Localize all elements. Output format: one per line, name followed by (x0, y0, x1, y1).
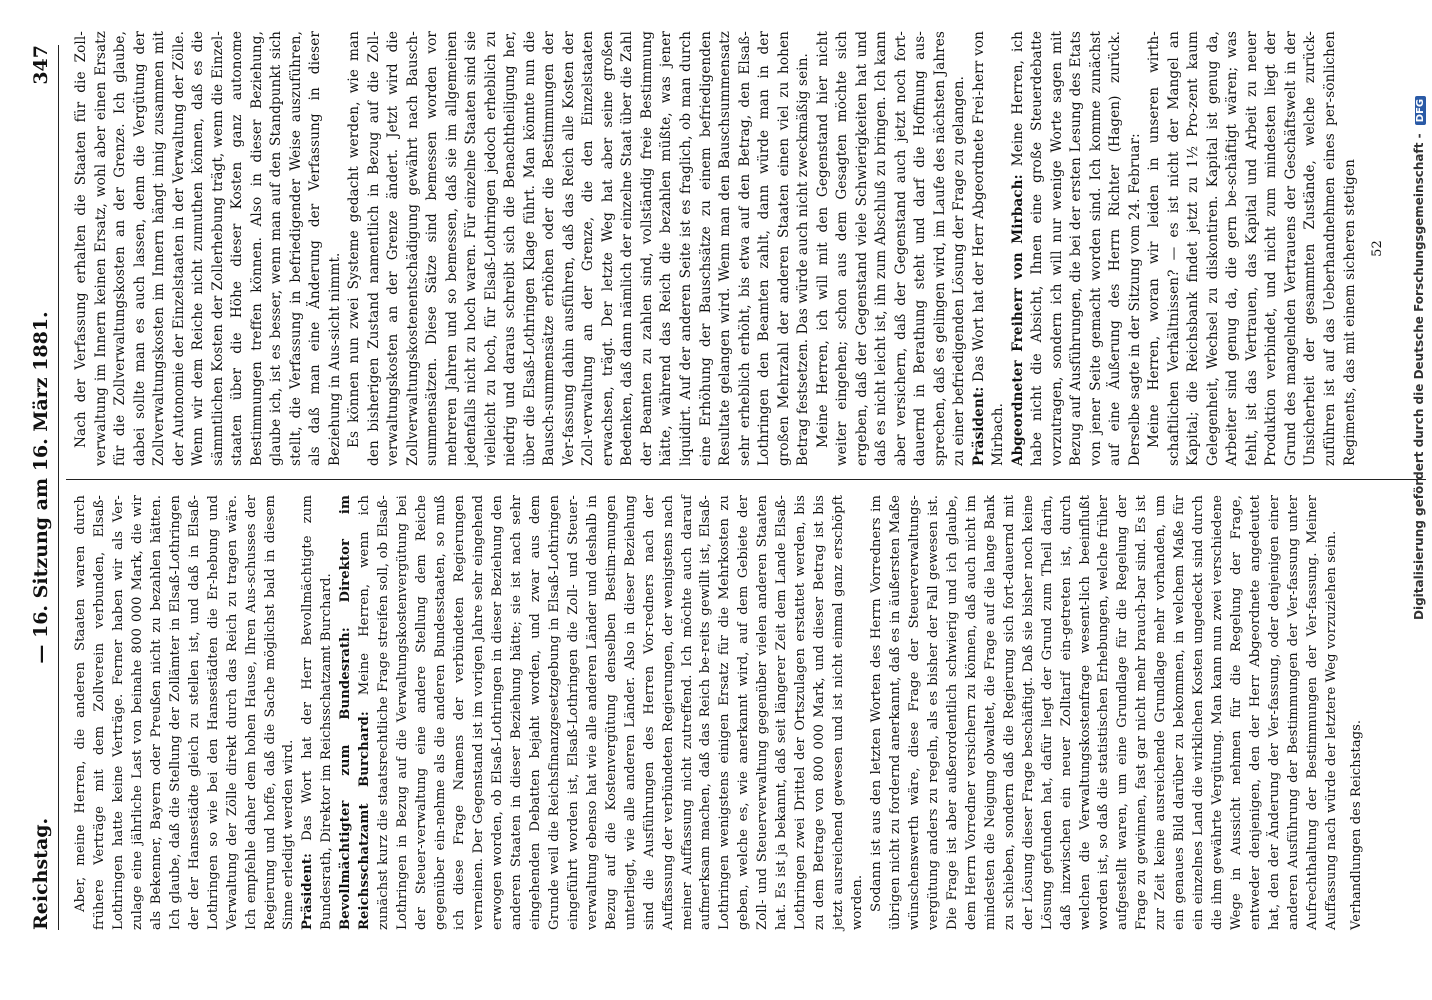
dfg-logo-icon: DFG (1415, 96, 1426, 125)
sheet-mark: 52 (1370, 240, 1386, 257)
header-title: — 16. Sitzung am 16. März 1881. (30, 311, 52, 664)
speech-text: Das Wort hat der Herr Abgeordnete Frei-herr von Mirbach. (970, 31, 1007, 466)
speaker-name: Abgeordneter Freiherr von Mirbach: (1009, 174, 1026, 466)
left-footer: Verhandlungen des Reichstags. (1348, 719, 1364, 930)
body-paragraph: Meine Herren, ich will mit den Gegenstand hier nicht weiter eingehen; schon aus dem Gesagten möchte sich ergeben, daß der Gegenstand viele Schwierigkeiten hat und daß es nicht leicht ist, ihn zum Abschluß zu bringen. Ich kann aber versichern, daß der Gegenstand auch jetzt noch fort-dauernd in Berathung steht und darf die Hoffnung aus-sprechen, daß es gelingen wird, im Laufe des nächsten Jahres zu einer befriedigenden Lösung der Frage zu gelangen. (814, 31, 968, 466)
speech-text: Meine Herren, wenn ich zunächst kurz die staatsrechtliche Frage streifen soll, ob Elsaß-Lothringen in Bezug auf die Verwaltungskostenvergütung bei der Steuer-verwaltung eine andere Stellung dem Reiche gegenüber ein-nehme als die anderen Bundesstaaten, so muß ich diese Frage Namens der verbündeten Regierungen verneinen. Der Gegenstand ist im vorigen Jahre sehr eingehend erwogen worden, ob Elsaß-Lothringen in dieser Beziehung den anderen Staaten in dieser Beziehung hätte; sie ist nach sehr eingehenden Debatten bejaht worden, und zwar aus dem Grunde weil die Reichsfinanzgesetzgebung in Elsaß-Lothringen eingeführt worden ist, Elsaß-Lothringen die Zoll- und Steuer-verwaltung ebenso hat wie alle anderen Länder und deshalb in Bezug auf die Kostenvergütung denselben Bestim-mungen unterliegt, wie alle anderen Länder. Also in dieser Beziehung sind die Ausführungen des Herren Vor-redners nach der Auffassung der verbündeten Regierungen, der wenigstens nach meiner Auffassung nicht zutreffend. Ich möchte auch darauf aufmerksam machen, daß das Reich be-reits gewillt ist, Elsaß-Lothringen wenigstens einigen Ersatz für die Mehrkosten zu geben, welche es, wie anerkannt wird, auf dem Gebiete der Zoll- und Steuerverwaltung gegenüber vielen anderen Staaten hat. Es ist ja bekannt, daß seit längerer Zeit dem Lande Elsaß-Lothringen zwei Drittel der Ortszulagen erstattet werden, bis zu dem Betrage von 800 000 Mark, und dieser Betrag ist bis jetzt ausreichend gewesen und ist nicht einmal ganz erschöpft worden. (357, 495, 866, 930)
speaker-paragraph (970, 31, 1009, 466)
digitization-text: Digitalisierung gefördert durch die Deutsche Forschungsgemeinschaft - (1412, 133, 1426, 620)
speaker-paragraph (337, 495, 868, 930)
left-column (72, 495, 1367, 930)
speaker-paragraph (299, 495, 337, 930)
speaker-name: Präsident: (300, 852, 316, 930)
speaker-name: Präsident: (970, 386, 987, 466)
body-paragraph: Es können nun zwei Systeme gedacht werden, wie man den bisherigen Zustand namentlich in Bezug auf die Zoll-verwaltungskosten an der Grenze ändert. Jetzt wird die Zollverwaltungskostenentschädigung gewährt nach Bausch-summensätzen. Diese Sätze sind bemessen worden vor mehreren Jahren und so bemessen, daß sie im allgemeinen jedenfalls nicht zu hoch waren. Für einzelne Staaten sind sie vielleicht zu hoch, für Elsaß-Lothringen jedoch erheblich zu niedrig und daraus schreibt sich die Benachtheiligung her, über die Elsaß-Lothringen Klage führt. Man könnte nun die Bausch-summensätze erhöhen oder die Bestimmungen der Ver-fassung dahin ausführen, daß das Reich alle Kosten der Zoll-verwaltung an der Grenze, die den Einzelstaaten erwachsen, trägt. Der letzte Weg hat aber seine großen Bedenken, daß dann nämlich der einzelne Staat über die Zahl der Beamten zu zahlen sind, vollständig freie Bestimmung hätte, während das Reich die bezahlen müßte, was jener liquidirt. Auf der anderen Seite ist es fraglich, ob man durch eine Erhöhung der Bauschsätze zu einem befriedigenden Resultate gelangen wird. Wenn man den Bauschsummensatz sehr erheblich erhöht, bis etwa auf den Betrag, den Elsaß-Lothringen den Beamten zahlt, dann würde man in der großen Mehrzahl der anderen Staaten einen viel zu hohen Betrag festsetzen. Das würde auch nicht zweckmäßig sein. (346, 31, 812, 466)
speech-text: Meine Herren, ich habe nicht die Absicht, Ihnen eine große Steuerdebatte vorzutragen, sondern ich will nur wenige Worte sagen mit Bezug auf Ausführungen, die bei der ersten Lesung des Etats von jener Seite gemacht worden sind. Ich komme zunächst auf eine Äußerung des Herrn Richter (Hagen) zurück. Derselbe sagte in der Sitzung vom 24. Februar: (1009, 31, 1143, 466)
page-number: 347 (30, 45, 52, 85)
page-header (30, 45, 58, 930)
body-paragraph: Nach der Verfassung erhalten die Staaten für die Zoll-verwaltung im Innern keinen Ersatz, wohl aber einen Ersatz für die Zollverwaltungskosten an der Grenze. Ich glaube, dabei sollte man es auch lassen, denn die Vergütung der Zollverwaltungskosten im Innern hängt innig zusammen mit der Autonomie der Einzelstaaten in der Verwaltung der Zölle. Wenn wir dem Reiche nicht zumuthen können, daß es die sämmtlichen Kosten der Zollerhebung trägt, wenn die Einzel-staaten über die Höhe dieser Kosten ganz autonome Bestimmungen treffen können. Also in dieser Beziehung, glaube ich, ist es besser, wenn man auf den Standpunkt sich stellt, die Verfassung in befriedigender Weise auszuführen, als daß man eine Änderung der Verfassung in dieser Beziehung in Aus-sicht nimmt. (73, 31, 343, 466)
digitization-note (1412, 96, 1426, 620)
right-column (72, 31, 1388, 466)
body-paragraph: Aber, meine Herren, die anderen Staaten waren durch frühere Verträge mit dem Zollverein verbunden, Elsaß-Lothringen hatte keine Verträge. Ferner haben wir als Ver-zulage eine jährliche Last von beinahe 800 000 Mark, die wir als Bekenner, Bayern oder Preußen nicht zu bezahlen hätten. Ich glaube, daß die Stellung der Zollämter in Elsaß-Lothringen der der Hansestädte gleich zu stellen ist, und daß in Elsaß-Lothringen so wie bei den Hansestädten die Er-hebung und Verwaltung der Zölle direkt durch das Reich zu tragen wäre. Ich empfehle daher dem hohen Hause, Ihren Aus-schusses der Regierung und hoffe, daß die Sache möglichst bald in diesem Sinne erledigt werden wird. (73, 495, 297, 930)
speech-text: Das Wort hat der Herr Bevollmächtigte zum Bundesrath, Direktor im Reichsschatzamt Burchard. (300, 495, 335, 930)
body-paragraph: Sodann ist aus den letzten Worten des Herrn Vorredners im übrigen nicht zu fordernd anerkannt, daß es in äußersten Maße wünschenswerth wäre, diese Frage der Steuerverwaltungs-vergütung anders zu regeln, als es bisher der Fall gewesen ist. Die Frage ist aber außerordentlich schwierig und ich glaube, dem Herrn Vorredner versichern zu können, daß auch nicht im mindesten die Neigung obwaltet, die Frage auf die lange Bank zu schieben, sondern daß die Regierung sich fort-dauernd mit der Lösung dieser Frage beschäftigt. Daß sie bisher noch keine Lösung gefunden hat, dafür liegt der Grund zum Theil darin, daß inzwischen ein neuer Zolltarif ein-getreten ist, durch welchen die Verwaltungskostenfrage wesent-lich beeinflußt worden ist, so daß die statistischen Erhebungen, welche früher aufgestellt waren, um eine Grundlage für die Regelung der Frage zu gewinnen, fast gar nicht mehr brauch-bar sind. Es ist zur Zeit keine ausreichende Grundlage mehr vorhanden, um ein genaues Bild darüber zu bekommen, in welchem Maße für ein einzelnes Land die wirklichen Kosten ungedeckt sind durch die ihm gewährte Vergütung. Man kann nun zwei verschiedene Wege in Aussicht nehmen für die Regelung der Frage, entweder denjenigen, den der Herr Abgeordnete angedeutet hat, den der Änderung der Ver-fassung, oder denjenigen einer anderen Ausführung der Bestimmungen der Ver-fassung unter Aufrechthaltung der Bestimmungen der Ver-fassung. Meiner Auffassung nach würde der letztere Weg vorzuziehen sein. (869, 495, 1339, 930)
column-divider (66, 479, 1426, 480)
speaker-name: Bevollmächtigter zum Bundesrath: Direktor im Reichsschatzamt Burchard: (338, 495, 373, 930)
header-rule (58, 45, 59, 930)
body-paragraph: Meine Herren, woran wir leiden in unseren wirth-schaftlichen Verhältnissen? — es ist nicht der Mangel an Kapital; die Reichsbank findet jetzt zu 1½ Pro-zent kaum Gelegenheit, Wechsel zu diskontiren. Kapital ist genug da, Arbeiter sind genug da, die gern be-schäftigt wären; was fehlt, ist das Vertrauen, das Kapital und Arbeit zu neuer Produktion verbindet, und nicht zum mindesten liegt der Grund des mangelnden Vertrauens der Geschäftswelt in der Unsicherheit der gesammten Zustände, welche zurück-zuführen ist auf das Ueberhandnehmen eines per-sönlichen Regiments, das mit einem sicheren stetigen (1146, 31, 1358, 466)
header-left: Reichstag. (30, 817, 52, 930)
speaker-paragraph (1009, 31, 1146, 466)
